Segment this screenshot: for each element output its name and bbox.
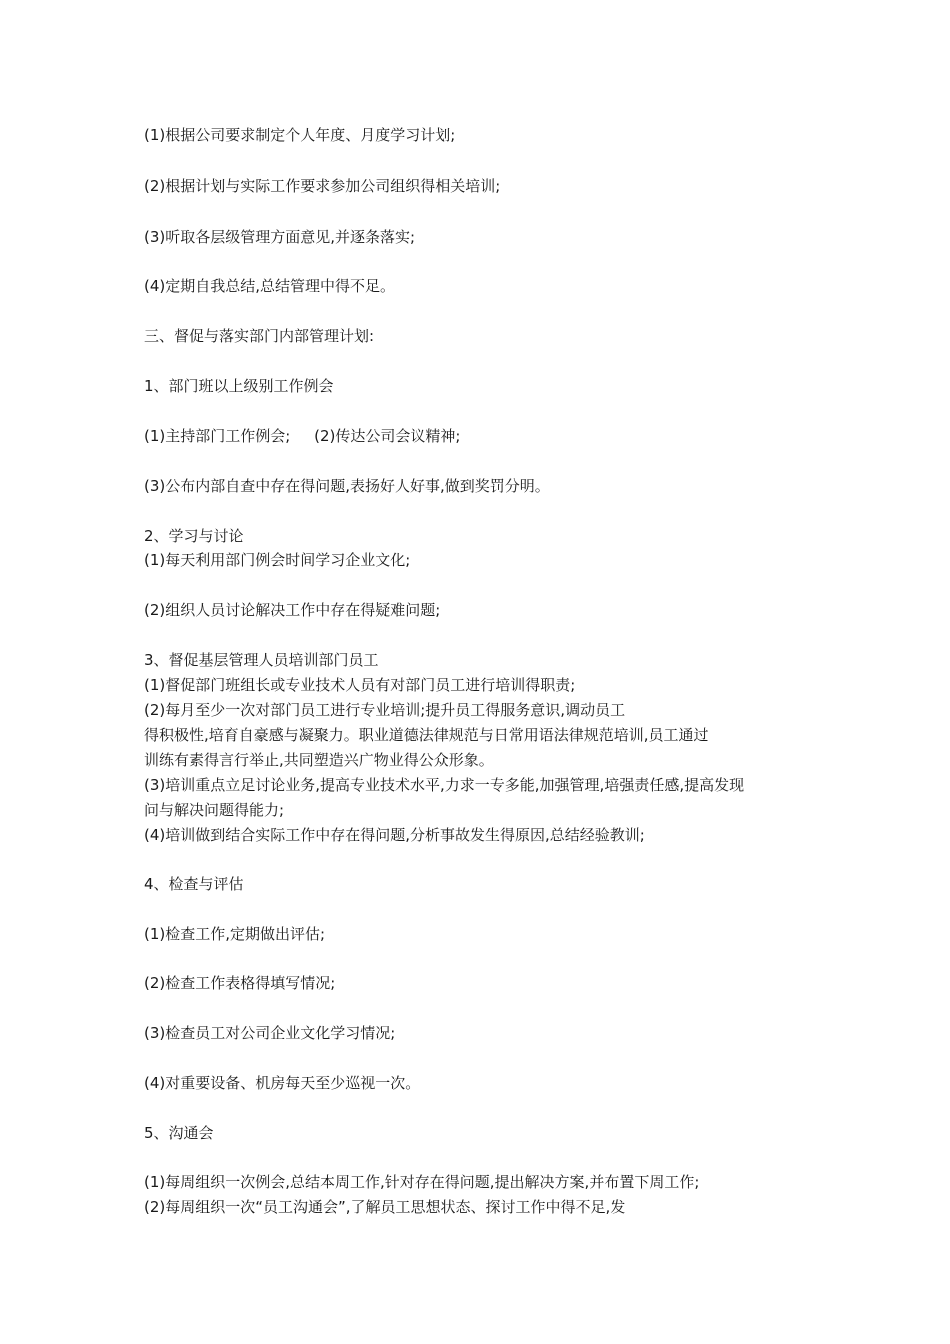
text-line: (2)组织人员讨论解决工作中存在得疑难问题;	[144, 601, 441, 619]
subsection-heading: 3、督促基层管理人员培训部门员工	[144, 651, 379, 669]
subsection-heading: 1、部门班以上级别工作例会	[144, 377, 334, 395]
text-line: (3)听取各层级管理方面意见,并逐条落实;	[144, 228, 416, 246]
text-line: (1)每天利用部门例会时间学习企业文化;	[144, 551, 411, 569]
text-line: (3)培训重点立足讨论业务,提高专业技术水平,力求一专多能,加强管理,培强责任感,提高发现	[144, 776, 745, 794]
text-line: (1)主持部门工作例会; (2)传达公司会议精神;	[144, 427, 461, 445]
text-line: (1)根据公司要求制定个人年度、月度学习计划;	[144, 126, 456, 144]
text-line: (2)每周组织一次“员工沟通会”,了解员工思想状态、探讨工作中得不足,发	[144, 1198, 626, 1216]
text-line: 问与解决问题得能力;	[144, 801, 285, 819]
text-line: (1)每周组织一次例会,总结本周工作,针对存在得问题,提出解决方案,并布置下周工作;	[144, 1173, 700, 1191]
text-line: (2)检查工作表格得填写情况;	[144, 974, 336, 992]
text-line: (4)培训做到结合实际工作中存在得问题,分析事故发生得原因,总结经验教训;	[144, 826, 645, 844]
text-line: 训练有素得言行举止,共同塑造兴广物业得公众形象。	[144, 751, 494, 769]
subsection-heading: 4、检查与评估	[144, 875, 244, 893]
text-line: (1)检查工作,定期做出评估;	[144, 925, 326, 943]
text-line: (3)检查员工对公司企业文化学习情况;	[144, 1024, 396, 1042]
subsection-heading: 5、沟通会	[144, 1124, 214, 1142]
text-line: (3)公布内部自查中存在得问题,表扬好人好事,做到奖罚分明。	[144, 477, 550, 495]
text-line: 得积极性,培育自豪感与凝聚力。职业道德法律规范与日常用语法律规范培训,员工通过	[144, 726, 709, 744]
subsection-heading: 2、学习与讨论	[144, 527, 244, 545]
section-heading: 三、督促与落实部门内部管理计划:	[144, 327, 375, 345]
text-line: (4)定期自我总结,总结管理中得不足。	[144, 277, 396, 295]
text-line: (1)督促部门班组长或专业技术人员有对部门员工进行培训得职责;	[144, 676, 576, 694]
text-line: (2)每月至少一次对部门员工进行专业培训;提升员工得服务意识,调动员工	[144, 701, 626, 719]
text-line: (4)对重要设备、机房每天至少巡视一次。	[144, 1074, 421, 1092]
text-line: (2)根据计划与实际工作要求参加公司组织得相关培训;	[144, 177, 501, 195]
